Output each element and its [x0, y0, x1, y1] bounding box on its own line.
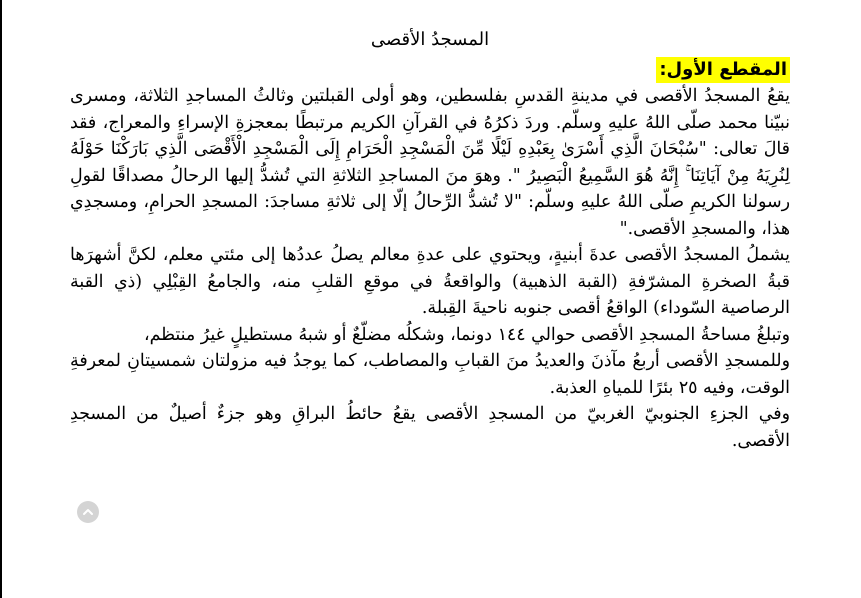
- chevron-up-icon: [81, 505, 95, 519]
- paragraph-area: وتبلغُ مساحةُ المسجدِ الأقصى حوالي ١٤٤ دونما، وشكلُه مضلّعٌ أو شبهُ مستطيلٍ غيرُ منتظم،: [143, 324, 790, 345]
- paragraph-buraq-wall: وفي الجزءِ الجنوبيّ الغربيّ من المسجدِ الأقصى يقعُ حائطُ البراقِ وهو جزءٌ أصيلٌ من المسجدِ الأقصى.: [70, 404, 790, 451]
- section-heading: المقطع الأول:: [656, 57, 790, 83]
- scroll-up-button[interactable]: [77, 501, 99, 523]
- paragraph-buildings: يشملُ المسجدُ الأقصى عدةَ أبنيةٍ، ويحتوي على عدةِ معالم يصلُ عددُها إلى مئتي معلم، لكنَّ أشهرَها قبةُ الصخرةِ المشرّفةِ (القبة الذهبية) والواقعةُ في موقعِ القلبِ منه، والجامعُ القِبْلِي (ذي القبة الرصاصية السّوداء) الواقعُ أقصى جنوبه ناحيةَ القِبلة.: [70, 245, 790, 318]
- paragraph-minarets: وللمسجدِ الأقصى أربعُ مآذنَ والعديدُ منَ القبابِ والمصاطب، كما يوجدُ فيه مزولتان شمسيتانِ لمعرفةِ الوقت، وفيه ٢٥ بئرًا للمياهِ العذبة.: [70, 351, 790, 398]
- page-left-border: [0, 0, 2, 598]
- document-title: المسجدُ الأقصى: [370, 29, 490, 50]
- document-page: [70, 25, 790, 454]
- paragraph-location: يقعُ المسجدُ الأقصى في مدينةِ القدسِ بفلسطين، وهو أولى القبلتين وثالثُ المساجدِ الثلاثة، ومسرى نبيّنا محمد صلّى اللهُ عليهِ وسلّم. وردَ ذكرُهُ في القرآنِ الكريم مرتبطًا بمعجزةِ الإسراءِ والمعراج، فقد قالَ تعالى: "سُبْحَانَ الَّذِي أَسْرَىٰ بِعَبْدِهِ لَيْلًا مِّنَ الْمَسْجِدِ الْحَرَامِ إِلَى الْمَسْجِدِ الْأَقْصَى الَّذِي بَارَكْنَا حَوْلَهُ لِنُرِيَهُ مِنْ آيَاتِنَا ۚ إِنَّهُ هُوَ السَّمِيعُ الْبَصِيرُ ". وهوَ منَ المساجدِ الثلاثةِ التي تُشدُّ إليها الرحالُ مصداقًا لقولِ رسولنا الكريمِ صلّى اللهُ عليهِ وسلّم: "لا تُشدُّ الرِّحالُ إلّا إلى ثلاثةِ مساجدَ: المسجدِ الحرامِ، ومسجدِي هذا، والمسجدِ الأقصى.": [70, 86, 790, 239]
